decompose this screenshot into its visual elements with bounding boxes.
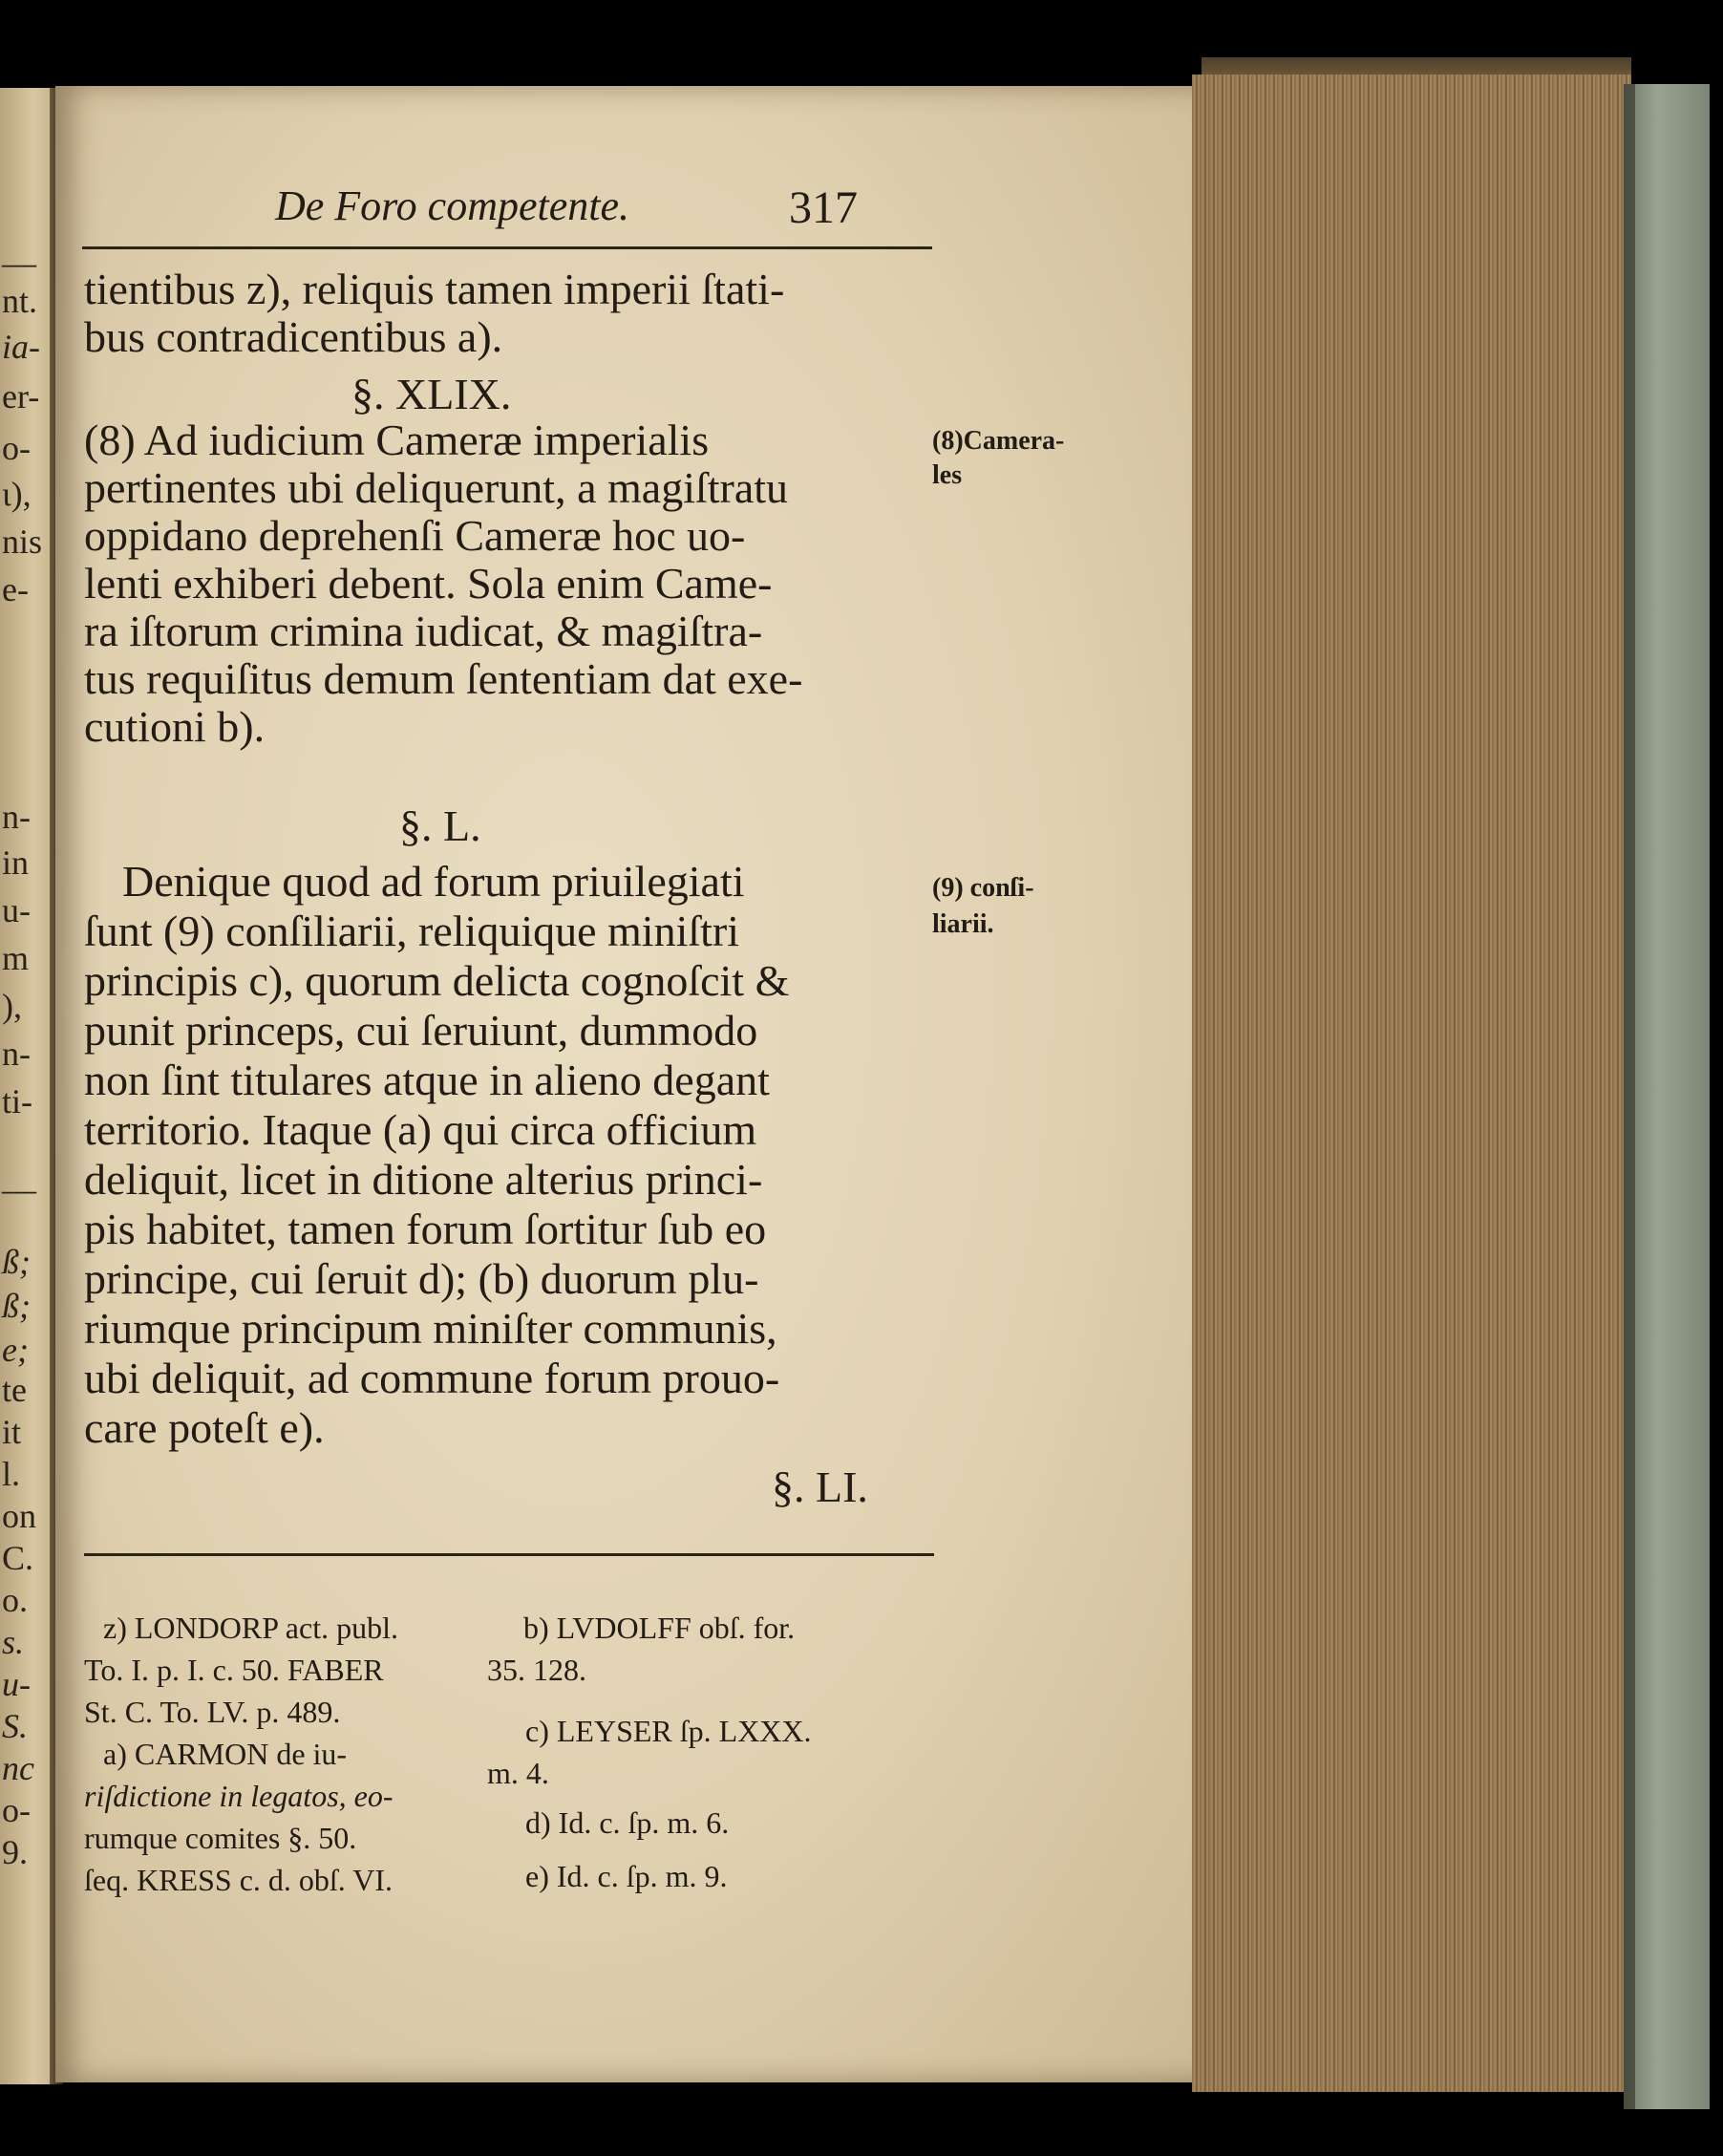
section-heading-xlix: §. XLIX. — [351, 370, 512, 418]
page-number: 317 — [789, 182, 858, 233]
left-fragment: o- — [2, 1791, 31, 1829]
left-fragment: ι), — [2, 475, 32, 513]
footnote-line: rumque comites §. 50. — [84, 1821, 357, 1855]
left-fragment: o- — [2, 429, 31, 467]
body-line: territorio. Itaque (a) qui circa officium — [84, 1105, 757, 1154]
left-fragment: nis — [2, 523, 43, 561]
margin-note-8: (8)Camera- — [932, 426, 1065, 456]
left-fragment: e- — [2, 570, 29, 608]
left-fragment: — — [2, 1170, 36, 1208]
left-fragment: n- — [2, 1035, 31, 1073]
left-fragment: it — [2, 1413, 22, 1451]
body-line: deliquit, licet in ditione alterius princi- — [84, 1155, 763, 1204]
left-fragment: 9. — [2, 1833, 28, 1871]
left-fragment: n- — [2, 798, 31, 836]
footnote-line: St. C. To. LV. p. 489. — [84, 1695, 341, 1729]
book-cover-edge — [1624, 84, 1710, 2109]
section-heading-l: §. L. — [399, 801, 481, 850]
footnote-rule — [84, 1553, 934, 1556]
body-line: ſunt (9) conſiliarii, reliquique miniſtri — [84, 907, 740, 955]
body-line: tus requiſitus demum ſententiam dat exe- — [84, 654, 803, 703]
left-fragment: nt. — [2, 282, 38, 320]
margin-note-9-cont: liarii. — [932, 909, 994, 939]
body-line: principis c), quorum delicta cognoſcit & — [84, 956, 790, 1005]
footnote-line: ſeq. KRESS c. d. obſ. VI. — [84, 1863, 393, 1897]
body-line: care poteſt e). — [84, 1403, 325, 1452]
body-line: (8) Ad iudicium Cameræ imperialis — [84, 416, 710, 464]
left-fragment: ß; — [2, 1243, 31, 1281]
left-fragment: nc — [2, 1749, 34, 1787]
running-title: De Foro competente. — [275, 182, 630, 229]
left-page-sliver — [0, 88, 55, 2084]
body-line: punit princeps, cui ſeruiunt, dummodo — [84, 1006, 758, 1055]
left-fragment: s. — [2, 1623, 25, 1661]
left-fragment: u- — [2, 891, 31, 929]
body-line: principe, cui ſeruit d); (b) duorum plu- — [84, 1254, 759, 1303]
left-fragment: u- — [2, 1665, 31, 1703]
left-fragment: ti- — [2, 1082, 32, 1121]
body-line: cutioni b). — [84, 702, 266, 751]
body-line: pertinentes ubi deliquerunt, a magiſtratu — [84, 463, 789, 512]
left-fragment: o. — [2, 1581, 28, 1619]
left-fragment: in — [2, 843, 30, 882]
body-line: ubi deliquit, ad commune forum prouo- — [84, 1354, 780, 1402]
catchword: §. LI. — [772, 1462, 868, 1511]
body-line: ra iſtorum crimina iudicat, & magiſtra- — [84, 607, 763, 655]
body-line: non ſint titulares atque in alieno degant — [84, 1056, 770, 1104]
left-fragment: ß; — [2, 1287, 31, 1325]
margin-note-8-cont: les — [932, 460, 963, 490]
footnote-line: riſdictione in legatos, eo- — [84, 1779, 394, 1813]
left-fragment: l. — [2, 1455, 21, 1493]
body-line: Denique quod ad forum priuilegiati — [122, 857, 745, 906]
footnote-line: z) LONDORP act. publ. — [103, 1611, 398, 1645]
footnote-line: a) CARMON de iu- — [103, 1737, 348, 1771]
left-fragment: C. — [2, 1539, 34, 1577]
left-fragment: ), — [2, 987, 22, 1025]
footnote-line: m. 4. — [487, 1756, 549, 1790]
footnote-line: d) Id. c. ſp. m. 6. — [525, 1805, 730, 1840]
cover-shadow — [1624, 84, 1635, 2109]
body-line: pis habitet, tamen forum ſortitur ſub eo — [84, 1205, 767, 1253]
left-fragment: e; — [2, 1331, 29, 1369]
body-line: bus contradicentibus a). — [84, 312, 503, 361]
body-line: tientibus z), reliquis tamen imperii ſtati- — [84, 265, 785, 313]
footnote-line: b) LVDOLFF obſ. for. — [523, 1611, 796, 1645]
footnote-line: To. I. p. I. c. 50. FABER — [84, 1653, 384, 1687]
left-fragment: S. — [2, 1707, 28, 1745]
body-line: oppidano deprehenſi Cameræ hoc uo- — [84, 511, 746, 560]
header-rule — [82, 246, 932, 249]
body-line: lenti exhiberi debent. Sola enim Came- — [84, 559, 773, 608]
left-fragment: on — [2, 1497, 36, 1535]
footnote-line: e) Id. c. ſp. m. 9. — [525, 1859, 728, 1893]
left-fragment: ia- — [2, 328, 40, 366]
left-fragment: — — [2, 244, 36, 282]
margin-note-9: (9) conſi- — [932, 873, 1034, 903]
footnote-line: 35. 128. — [487, 1653, 586, 1687]
left-fragment: te — [2, 1371, 27, 1409]
body-line: riumque principum miniſter communis, — [84, 1304, 777, 1353]
footnote-line: c) LEYSER ſp. LXXX. — [525, 1714, 812, 1748]
right-page — [55, 86, 1202, 2082]
left-fragment: er- — [2, 377, 40, 416]
page-edges — [1192, 75, 1631, 2092]
left-fragment: m — [2, 939, 30, 977]
